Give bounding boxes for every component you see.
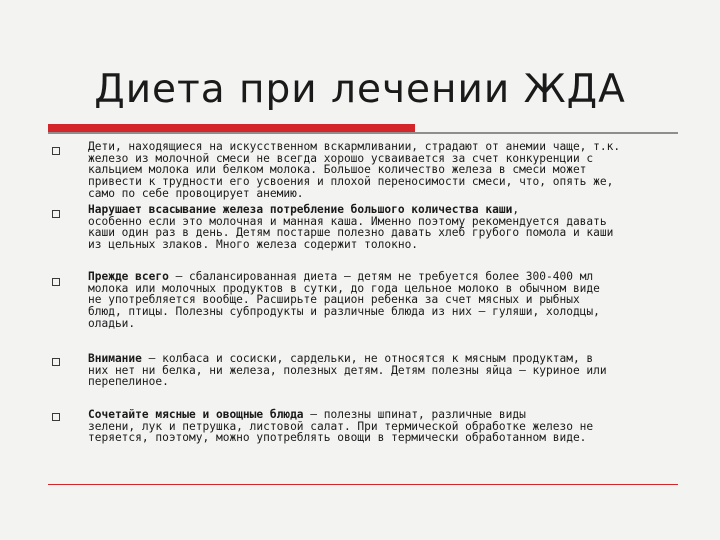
bullet-square-icon (52, 210, 60, 218)
bullet-paragraph (88, 204, 688, 251)
bullet-paragraph (88, 353, 688, 388)
bullet-bold-lead: Прежде всего (88, 270, 169, 283)
bullet-text: – колбаса и сосиски, сардельки, не относятся к мясным продуктам, в них нет ни белка, ни железа, полезных детям. Детям полезны яйца – куриное или перепелиное. (88, 352, 607, 389)
bullet-square-icon (52, 358, 60, 366)
slide-title: Диета при лечении ЖДА (94, 67, 626, 112)
bullet-bold-lead: Внимание (88, 352, 142, 365)
bullet-text: , особенно если это молочная и манная каша. Именно поэтому рекомендуется давать каши один раз в день. Детям постарше полезно давать хлеб грубого помола и каши из цельных злаков. Много железа содержит толокно. (88, 203, 614, 252)
bullet-square-icon (52, 278, 60, 286)
bullet-square-icon (52, 413, 60, 421)
bullet-text: – полезны шпинат, различные виды зелени, лук и петрушка, листовой салат. При термической обработке железо не теряется, поэтому, можно употреблять овощи в термически обработанном виде. (88, 408, 594, 445)
bullet-square-icon (52, 147, 60, 155)
bullet-bold-lead: Нарушает всасывание железа потребление большого количества каши (88, 203, 513, 216)
bullet-text: – сбалансированная диета – детям не требуется более 300-400 мл молока или молочных продуктов в сутки, до года цельное молоко в обычном виде не употребляется вообще. Расширьте рацион ребенка за счет мясных и рыбных блюд, птицы. Полезны субпродукты и различные блюда из них – гуляши, холодцы, оладьи. (88, 270, 600, 330)
title-underline (48, 132, 678, 134)
bullet-paragraph (88, 409, 688, 444)
footer-rule (48, 484, 678, 485)
bullet-text: Дети, находящиеся на искусственном вскармливании, страдают от анемии чаще, т.к. железо из молочной смеси не всегда хорошо усваивается за счет конкуренции с кальцием молока или белком молока. Большое количество железа в смеси может привести к трудности его усвоения и плохой переносимости смеси, что, опять же, само по себе провоцирует анемию. (88, 140, 621, 200)
bullet-paragraph (88, 141, 688, 200)
bullet-bold-lead: Сочетайте мясные и овощные блюда (88, 408, 304, 421)
bullet-paragraph (88, 271, 688, 330)
